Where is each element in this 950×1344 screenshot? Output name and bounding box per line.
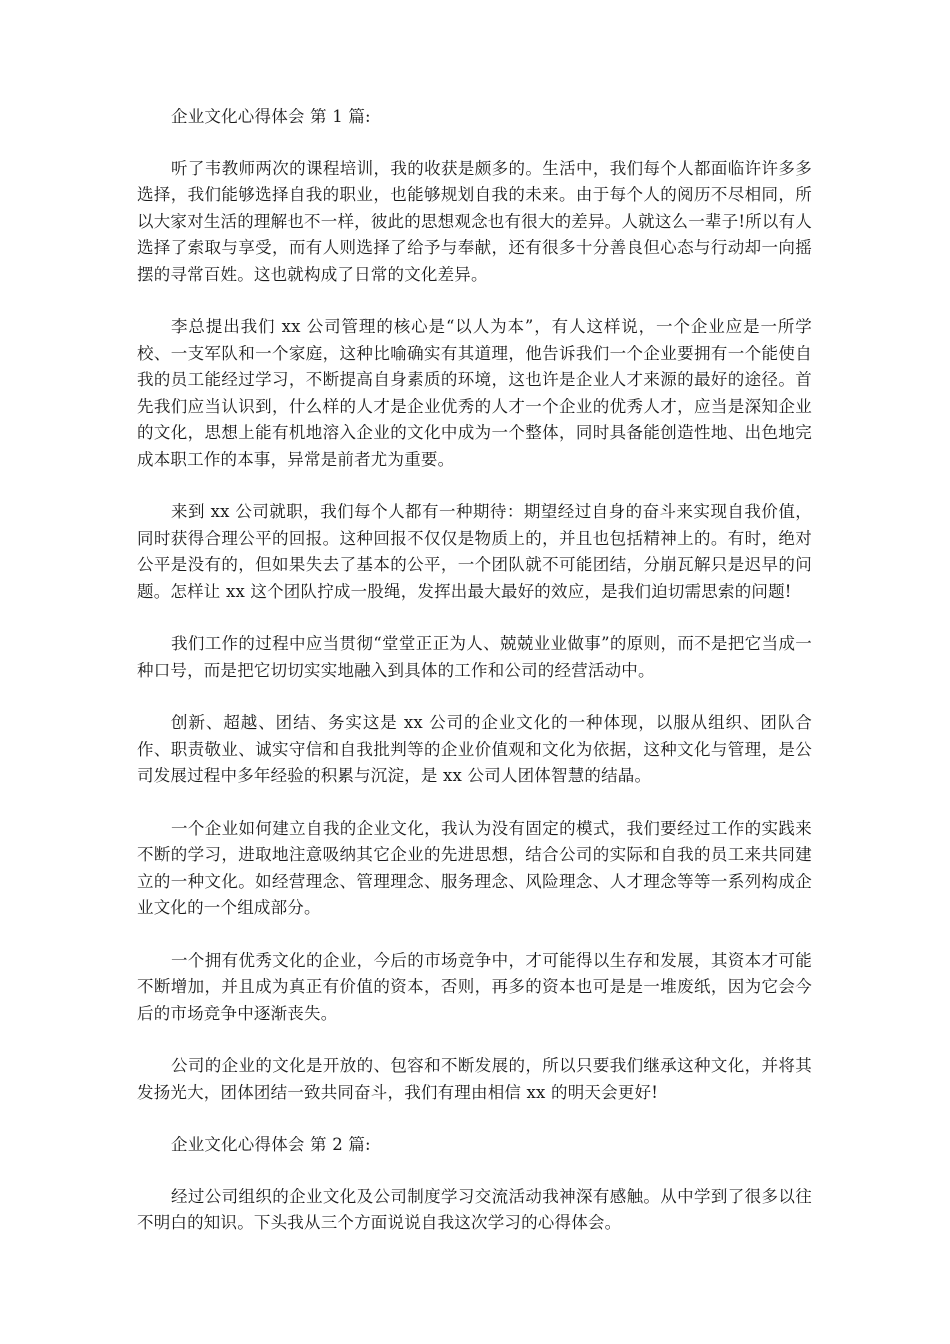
section-1-heading: 企业文化心得体会 第 1 篇: <box>171 107 371 126</box>
section-1-paragraph-1: 听了韦教师两次的课程培训，我的收获是颇多的。生活中，我们每个人都面临许许多多选择，我们能够选择自我的职业，也能够规划自我的未来。由于每个人的阅历不尽相同，所以大家对生活的理解也不一样，彼此的思想观念也有很大的差异。人就这么一辈子!所以有人选择了索取与享受，而有人则选择了给予与奉献，还有很多十分善良但心态与行动却一向摇摆的寻常百姓。这也就构成了日常的文化差异。 <box>137 158 812 284</box>
section-2-heading: 企业文化心得体会 第 2 篇: <box>171 1135 371 1154</box>
document-page <box>137 104 812 1263</box>
section-1-paragraph-6: 一个企业如何建立自我的企业文化，我认为没有固定的模式，我们要经过工作的实践来不断的学习，进取地注意吸纳其它企业的先进思想，结合公司的实际和自我的员工来共同建立的一种文化。如经营理念、管理理念、服务理念、风险理念、人才理念等等一系列构成企业文化的一个组成部分。 <box>137 818 812 917</box>
section-1-paragraph-3: 来到 xx 公司就职，我们每个人都有一种期待：期望经过自身的奋斗来实现自我价值，同时获得合理公平的回报。这种回报不仅仅是物质上的，并且也包括精神上的。有时，绝对公平是没有的，但如果失去了基本的公平，一个团队就不可能团结，分崩瓦解只是迟早的问题。怎样让 xx 这个团队拧成一股绳，发挥出最大最好的效应，是我们迫切需思索的问题! <box>137 502 812 601</box>
section-1-paragraph-4: 我们工作的过程中应当贯彻“堂堂正正为人、兢兢业业做事”的原则，而不是把它当成一种口号，而是把它切切实实地融入到具体的工作和公司的经营活动中。 <box>137 634 812 680</box>
section-2-paragraph-1: 经过公司组织的企业文化及公司制度学习交流活动我神深有感触。从中学到了很多以往不明白的知识。下头我从三个方面说说自我这次学习的心得体会。 <box>137 1186 812 1232</box>
section-1-paragraph-2: 李总提出我们 xx 公司管理的核心是“以人为本”，有人这样说，一个企业应是一所学校、一支军队和一个家庭，这种比喻确实有其道理，他告诉我们一个企业要拥有一个能使自我的员工能经过学习，不断提高自身素质的环境，这也许是企业人才来源的最好的途径。首先我们应当认识到，什么样的人才是企业优秀的人才一个企业的优秀人才，应当是深知企业的文化，思想上能有机地溶入企业的文化中成为一个整体，同时具备能创造性地、出色地完成本职工作的本事，异常是前者尤为重要。 <box>137 317 812 469</box>
section-1-paragraph-7: 一个拥有优秀文化的企业，今后的市场竞争中，才可能得以生存和发展，其资本才可能不断增加，并且成为真正有价值的资本，否则，再多的资本也可是是一堆废纸，因为它会今后的市场竞争中逐渐丧失。 <box>137 950 812 1023</box>
section-1-paragraph-5: 创新、超越、团结、务实这是 xx 公司的企业文化的一种体现，以服从组织、团队合作、职责敬业、诚实守信和自我批判等的企业价值观和文化为依据，这种文化与管理，是公司发展过程中多年经验的积累与沉淀，是 xx 公司人团体智慧的结晶。 <box>137 713 812 785</box>
section-1-paragraph-8: 公司的企业的文化是开放的、包容和不断发展的，所以只要我们继承这种文化，并将其发扬光大，团体团结一致共同奋斗，我们有理由相信 xx 的明天会更好! <box>137 1056 812 1102</box>
